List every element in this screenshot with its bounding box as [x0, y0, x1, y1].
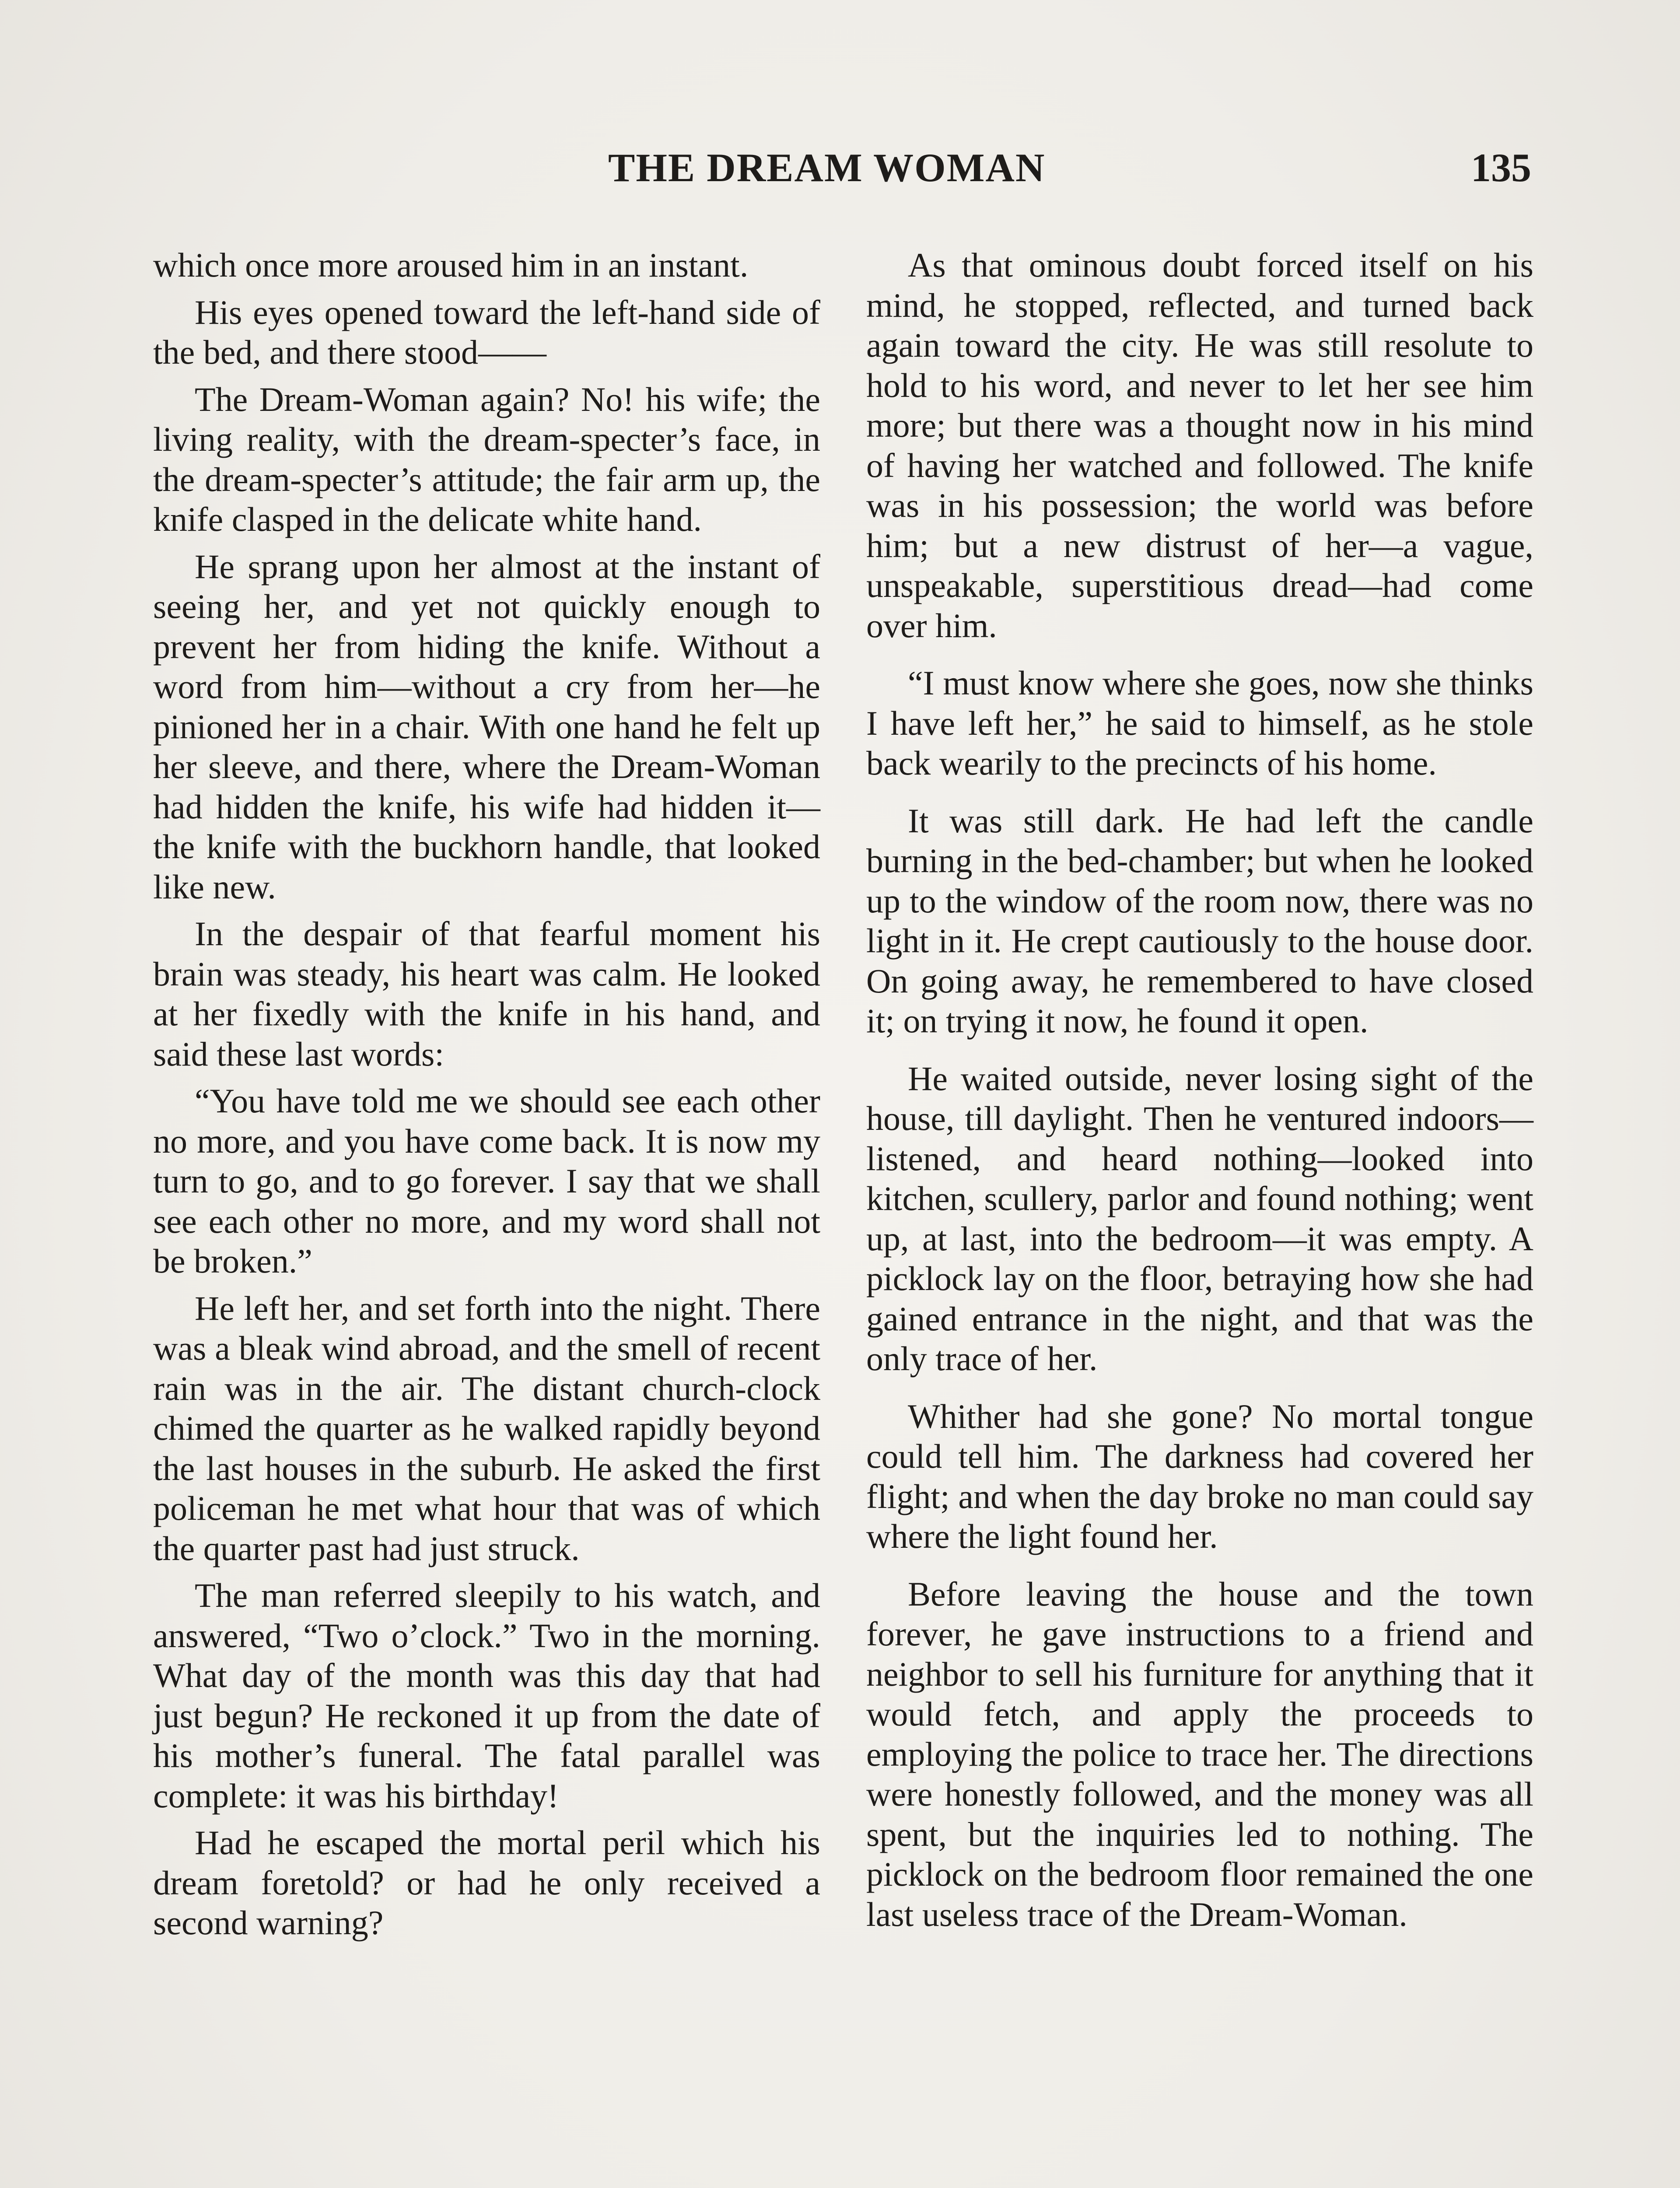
- paragraph: Before leaving the house and the town forever, he gave instructions to a friend and neighbor to sell his furniture for anything that it would fetch, and apply the proceeds to employing the police to trace her. The directions were honestly followed, and the money was all spent, but the inquiries led to nothing. The picklock on the bedroom floor remained the one last useless trace of the Dream-Woman.: [866, 1574, 1533, 1933]
- paragraph: His eyes opened toward the left-hand side of the bed, and there stood——: [153, 293, 820, 371]
- paragraph: Had he escaped the mortal peril which his dream foretold? or had he only received a second warning?: [153, 1823, 820, 1942]
- paragraph: He left her, and set forth into the night. There was a bleak wind abroad, and the smell of recent rain was in the air. The distant church-clock chimed the quarter as he walked rapidly beyond the last houses in the suburb. He asked the first policeman he met what hour that was of which the quarter past had just struck.: [153, 1289, 820, 1567]
- paragraph: Whither had she gone? No mortal tongue could tell him. The darkness had covered her flight; and when the day broke no man could say where the light found her.: [866, 1397, 1533, 1555]
- paragraph: In the despair of that fearful moment his brain was steady, his heart was calm. He looked at her fixedly with the knife in his hand, and said these last words:: [153, 915, 820, 1073]
- running-title: THE DREAM WOMAN: [608, 145, 1046, 190]
- right-column: [866, 245, 1533, 1941]
- paragraph: “I must know where she goes, now she thinks I have left her,” he said to himself, as he stole back wearily to the precincts of his home.: [866, 664, 1533, 782]
- page-number: 135: [1471, 145, 1531, 190]
- paragraph: He waited outside, never losing sight of the house, till daylight. Then he ventured indoors—listened, and heard nothing—looked into kitchen, scullery, parlor and found nothing; went up, at last, into the bedroom—it was empty. A picklock lay on the floor, betraying how she had gained entrance in the night, and that was the only trace of her.: [866, 1059, 1533, 1378]
- paragraph: As that ominous doubt forced itself on his mind, he stopped, reflected, and turned back again toward the city. He was still resolute to hold to his word, and never to let her see him more; but there was a thought now in his mind of having her watched and followed. The knife was in his possession; the world was before him; but a new distrust of her—a vague, unspeakable, superstitious dread—had come over him.: [866, 246, 1533, 645]
- left-column: [153, 245, 820, 1950]
- paragraph: which once more aroused him in an instant.: [153, 246, 749, 284]
- paragraph: “You have told me we should see each other no more, and you have come back. It is now my turn to go, and to go forever. I say that we shall see each other no more, and my word shall not be broken.”: [153, 1082, 820, 1280]
- paragraph: It was still dark. He had left the candle burning in the bed-chamber; but when he looked up to the window of the room now, there was no light in it. He crept cautiously to the house door. On going away, he remembered to have closed it; on trying it now, he found it open.: [866, 801, 1533, 1040]
- paragraph: The man referred sleepily to his watch, and answered, “Two o’clock.” Two in the morning. What day of the month was this day that had just begun? He reckoned it up from the date of his mother’s funeral. The fatal parallel was complete: it was his birthday!: [153, 1576, 820, 1815]
- paragraph: He sprang upon her almost at the instant of seeing her, and yet not quickly enough to prevent her from hiding the knife. Without a word from him—without a cry from her—he pinioned her in a chair. With one hand he felt up her sleeve, and there, where the Dream-Woman had hidden the knife, his wife had hidden it—the knife with the buckhorn handle, that looked like new.: [153, 547, 820, 906]
- paragraph: The Dream-Woman again? No! his wife; the living reality, with the dream-specter’s face, in the dream-specter’s attitude; the fair arm up, the knife clasped in the delicate white hand.: [153, 380, 820, 538]
